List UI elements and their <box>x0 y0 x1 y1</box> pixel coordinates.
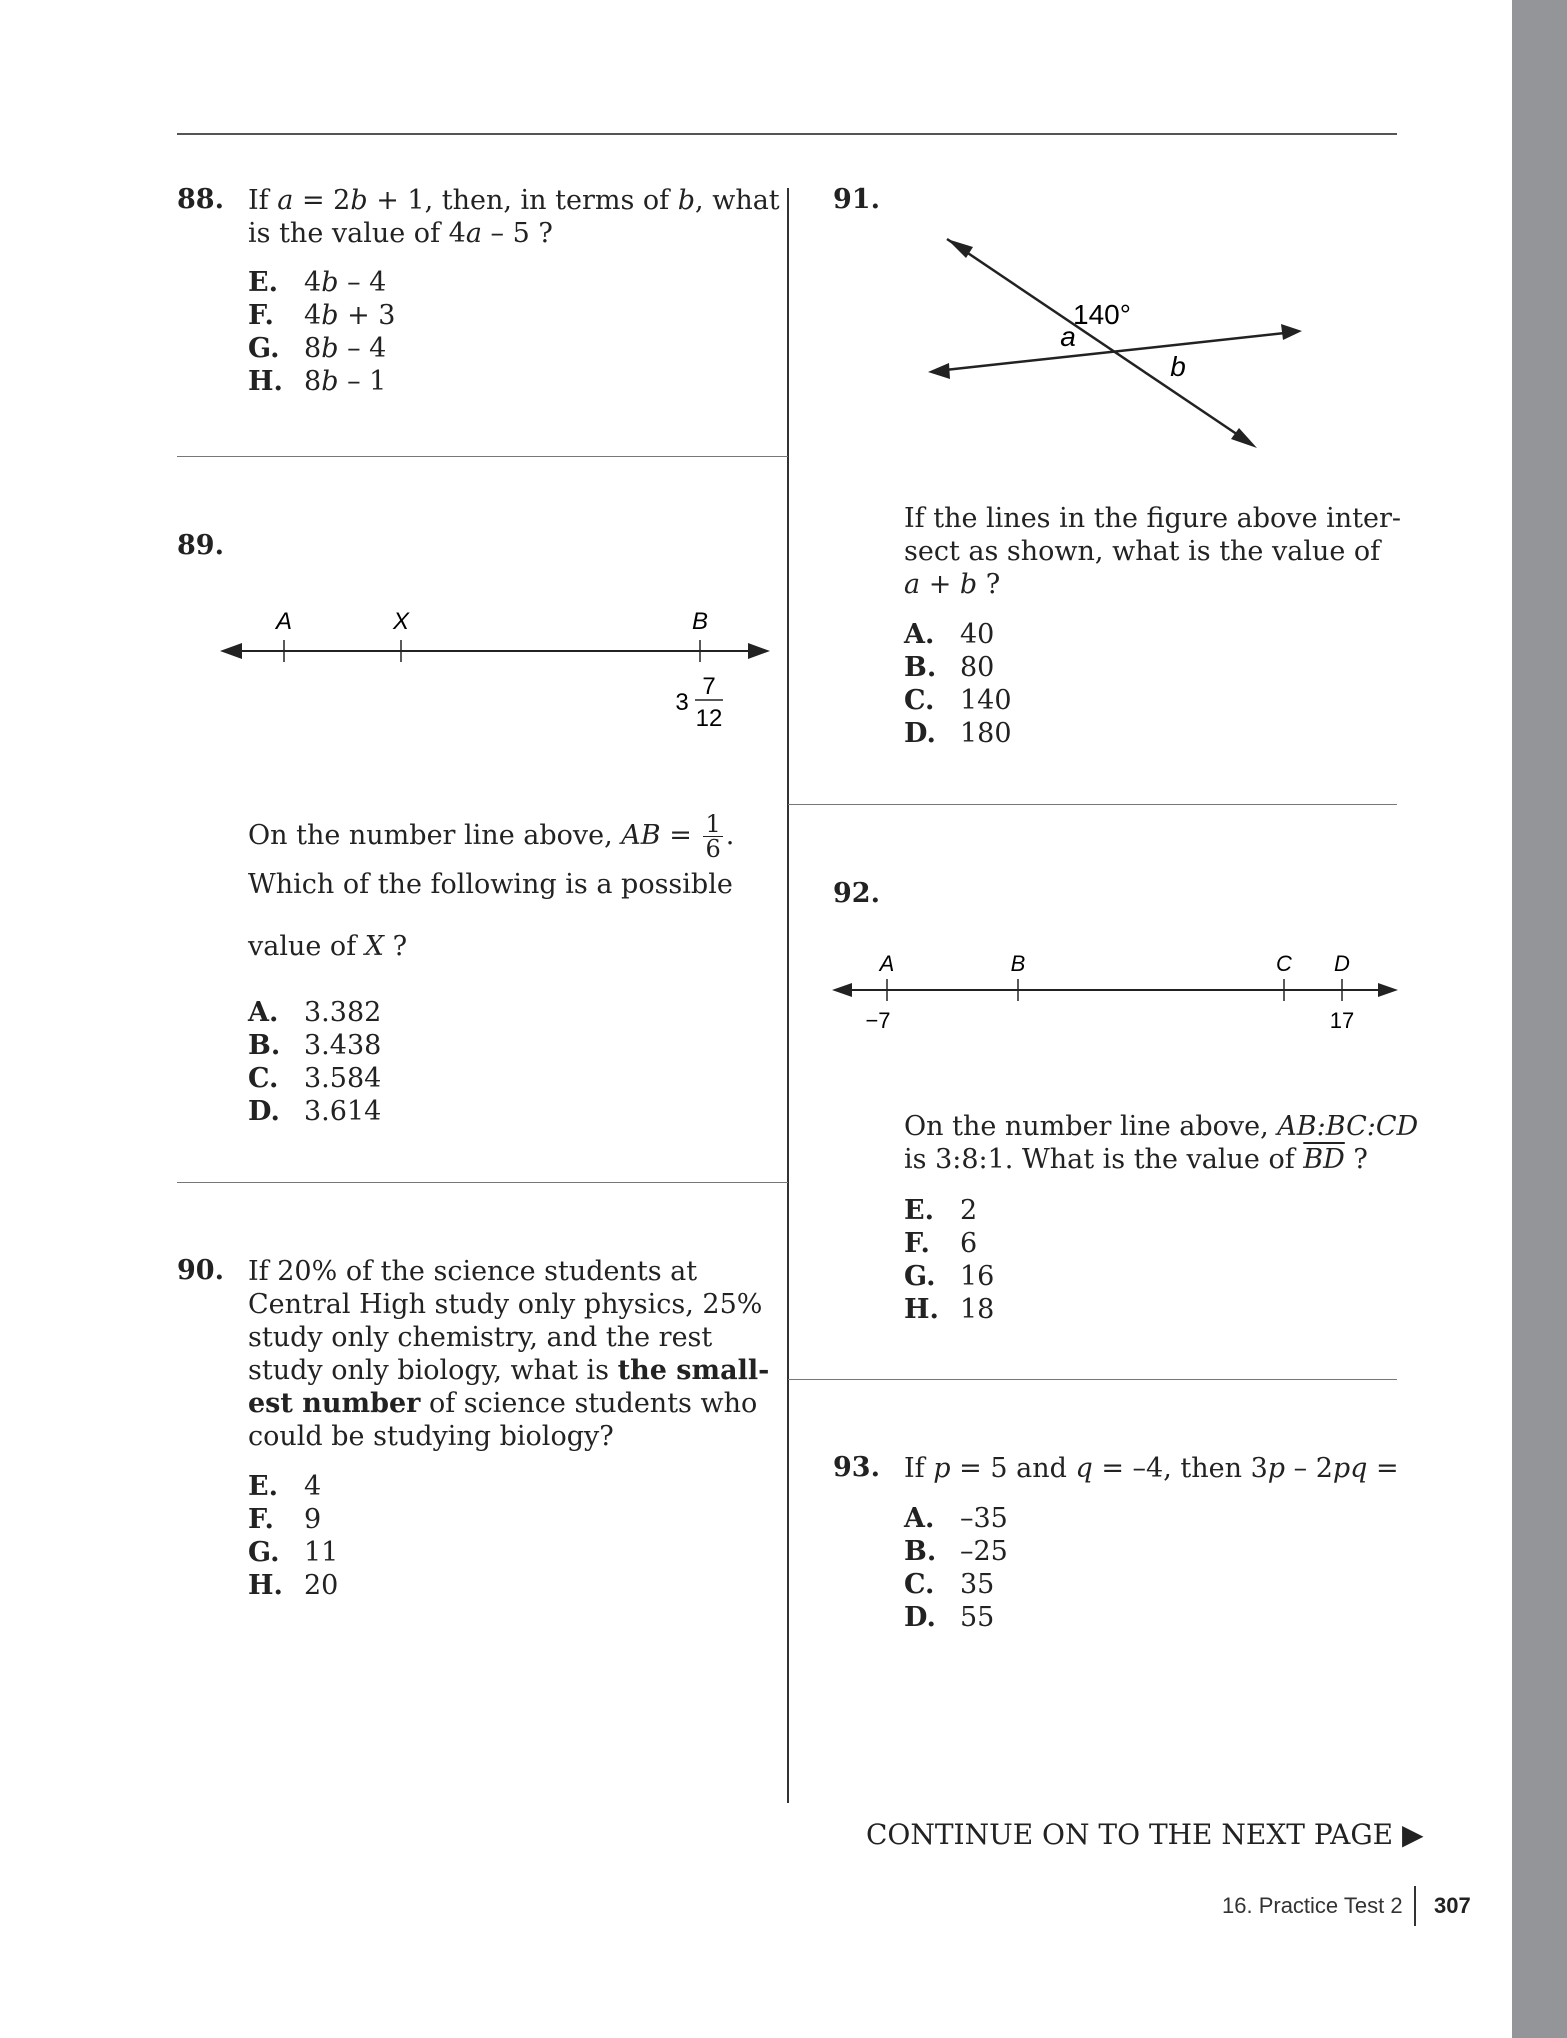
question-93-stem: If p = 5 and q = –4, then 3p – 2pq = <box>904 1453 1399 1484</box>
point-label-c: C <box>1276 951 1292 976</box>
answer-choice[interactable]: H. 8b – 1 <box>248 366 387 397</box>
answer-choice[interactable]: B. 3.438 <box>248 1030 382 1061</box>
point-label-b: B <box>691 608 709 635</box>
value-label-a: −7 <box>865 1008 891 1033</box>
point-label-d: D <box>1334 951 1350 976</box>
question-number-88: 88. <box>177 184 224 215</box>
question-number-89: 89. <box>177 530 224 561</box>
angle-label-a: a <box>1060 321 1076 352</box>
footer-page-number: 307 <box>1434 1893 1471 1918</box>
answer-choice[interactable]: C. 140 <box>904 685 1012 716</box>
divider-89-90 <box>177 1182 788 1183</box>
top-rule <box>177 133 1397 135</box>
question-91-choices <box>904 618 1012 750</box>
question-93-choices <box>904 1502 1008 1634</box>
answer-choice[interactable]: G. 11 <box>248 1537 339 1568</box>
question-88-choices <box>248 266 395 398</box>
answer-choice[interactable]: E. 2 <box>904 1195 978 1226</box>
question-number-91: 91. <box>833 184 880 215</box>
question-number-90: 90. <box>177 1255 224 1286</box>
answer-choice[interactable]: A. –35 <box>904 1503 1008 1534</box>
divider-92-93 <box>788 1379 1397 1380</box>
angle-label-b: b <box>1170 351 1186 382</box>
answer-choice[interactable]: A. 40 <box>904 619 995 650</box>
answer-choice[interactable]: E. 4b – 4 <box>248 267 387 298</box>
question-89-choices <box>248 996 381 1128</box>
number-line-figure-89 <box>220 598 770 738</box>
value-label-d: 17 <box>1329 1008 1355 1033</box>
question-92-stem: On the number line above, AB:BC:CD is 3:8:1. What is the value of $\overline{BD}$ ? <box>904 1111 1419 1175</box>
footer-divider <box>1414 1886 1416 1926</box>
answer-choice[interactable]: F. 9 <box>248 1504 322 1535</box>
question-90-stem: If 20% of the science students at Central High study only physics, 25% study only chemistry, and the rest study only biology, what is the small- est number of science students who could be studying biology? <box>248 1256 770 1452</box>
answer-choice[interactable]: H. 18 <box>904 1294 995 1325</box>
mixed-number-numerator: 7 <box>702 673 716 700</box>
answer-choice[interactable]: E. 4 <box>248 1471 322 1502</box>
point-label-b: B <box>1010 951 1026 976</box>
footer-section-title: 16. Practice Test 2 <box>1222 1893 1403 1918</box>
answer-choice[interactable]: B. 80 <box>904 652 995 683</box>
answer-choice[interactable]: H. 20 <box>248 1570 339 1601</box>
answer-choice[interactable]: C. 35 <box>904 1569 995 1600</box>
question-91-stem: If the lines in the figure above inter- sect as shown, what is the value of a + b ? <box>904 503 1402 600</box>
point-label-a: A <box>879 951 895 976</box>
question-89-stem: On the number line above, AB = $\frac{1}{6}$ . Which of the following is a possible value of X ? <box>248 810 735 962</box>
answer-choice[interactable]: G. 16 <box>904 1261 995 1292</box>
mixed-number-whole: 3 <box>675 689 689 716</box>
answer-choice[interactable]: A. 3.382 <box>248 997 382 1028</box>
divider-91-92 <box>788 804 1397 805</box>
question-90-choices <box>248 1470 338 1602</box>
answer-choice[interactable]: F. 6 <box>904 1228 978 1259</box>
question-number-92: 92. <box>833 878 880 909</box>
answer-choice[interactable]: F. 4b + 3 <box>248 300 396 331</box>
answer-choice[interactable]: C. 3.584 <box>248 1063 382 1094</box>
answer-choice[interactable]: B. –25 <box>904 1536 1008 1567</box>
question-88-stem: If a = 2b + 1, then, in terms of b, what is the value of 4a – 5 ? <box>248 185 780 249</box>
continue-notice: CONTINUE ON TO THE NEXT PAGE ▶ <box>866 1818 1424 1851</box>
question-number-93: 93. <box>833 1452 880 1483</box>
divider-88-89 <box>177 456 788 457</box>
intersecting-lines-figure-91 <box>920 225 1320 460</box>
answer-choice[interactable]: D. 55 <box>904 1602 995 1633</box>
point-label-x: X <box>392 608 410 635</box>
mixed-number-denominator: 12 <box>695 705 723 732</box>
number-line-figure-92 <box>830 945 1400 1035</box>
page-edge-band <box>1512 0 1567 2038</box>
column-divider <box>787 188 789 1803</box>
angle-label-140: 140° <box>1073 299 1131 330</box>
question-92-choices <box>904 1194 994 1326</box>
answer-choice[interactable]: D. 3.614 <box>248 1096 382 1127</box>
answer-choice[interactable]: G. 8b – 4 <box>248 333 387 364</box>
point-label-a: A <box>275 608 293 635</box>
answer-choice[interactable]: D. 180 <box>904 718 1012 749</box>
